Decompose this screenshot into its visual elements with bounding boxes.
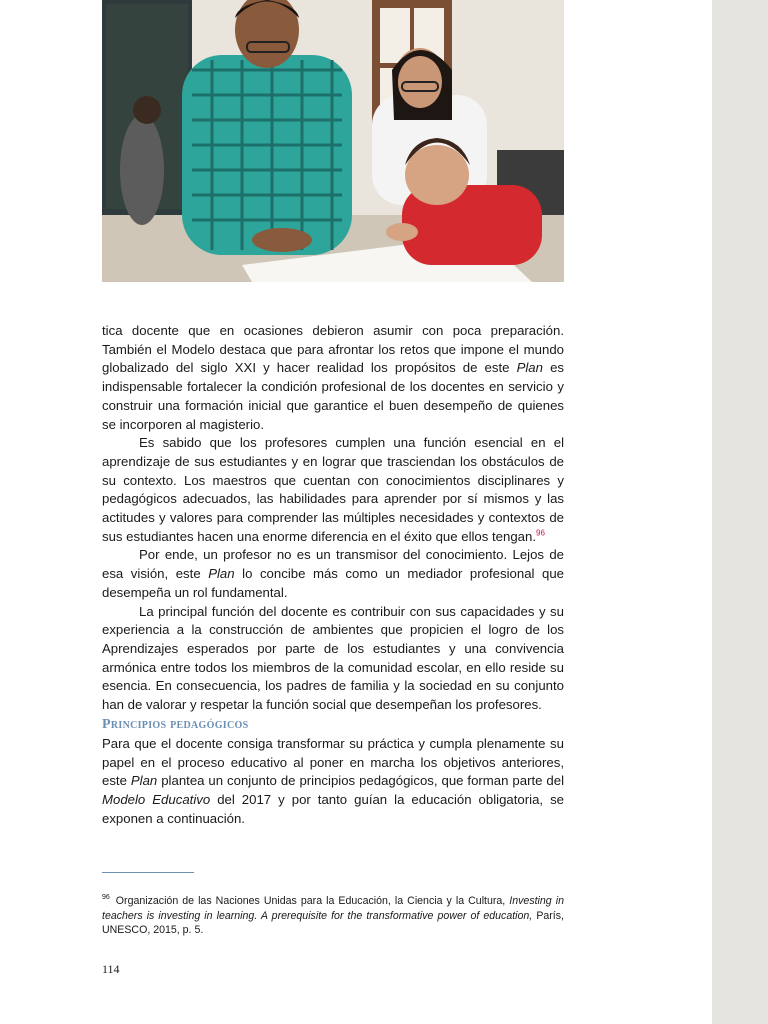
classroom-photo — [102, 0, 564, 282]
page-number: 114 — [102, 962, 120, 976]
paragraph-1-text-end: es indispensable fortalecer la condición profesional de los docentes en servicio y construir una formación inicial que garantice el buen desempeño de quienes se incorporen al magisterio. — [102, 360, 564, 432]
section-paragraph-1 — [102, 735, 564, 829]
classroom-photo-illustration — [102, 0, 564, 282]
paragraph-1 — [102, 322, 564, 434]
section-heading: Principios pedagógicos — [102, 717, 249, 732]
section-paragraph-text-end: del 2017 y por tanto guían la educación obligatoria, se exponen a continuación. — [102, 792, 565, 826]
paragraph-2-text: Es sabido que los profesores cumplen una función esencial en el aprendizaje de sus estudiantes y en lograr que trasciendan los obstáculos de su contexto. Los maestros que cuentan con conocimientos disciplinares y pedagógicos adecuados, las habilidades para aprender por sí mismos y las actitudes y valores para comprender las múltiples necesidades y contextos de sus estudiantes hacen una enorme diferencia en el éxito que ellos tengan. — [102, 435, 564, 544]
paragraph-1-text: tica docente que en ocasiones debieron asumir con poca preparación. También el Modelo destaca que para afrontar los retos que impone el mundo globalizado del siglo XXI y hacer realidad los propósitos de este — [102, 323, 564, 376]
paragraph-3-emphasis: Plan — [208, 566, 235, 582]
footnote-divider — [102, 872, 194, 873]
paragraph-3 — [102, 546, 564, 602]
paragraph-4: La principal función del docente es contribuir con sus capacidades y su experiencia a la construcción de ambientes que propicien el logro de los Aprendizajes esperados por parte de los estudiantes y una convivencia armónica entre todos los miembros de la comunidad escolar, en ello reside su esencia. En consecuencia, los padres de familia y la sociedad en su conjunto han de valorar y respetar la función social que desempeñan los profesores. — [102, 603, 564, 713]
section-paragraph-emphasis-1: Plan — [130, 773, 158, 789]
section-paragraph-text: Para que el docente consiga transformar su práctica y cumpla plenamente su papel en el proceso educativo al poner en marcha los objetivos anteriores, este — [102, 736, 564, 789]
footnote-mark: 96 — [102, 894, 110, 902]
paragraph-2 — [102, 434, 564, 546]
footnote-text-end: París, UNESCO, 2015, p. 5. — [102, 909, 564, 937]
paragraph-3-text: Por ende, un profesor no es un transmisor del conocimiento. Lejos de esa visión, este — [102, 547, 564, 582]
footnote — [102, 894, 564, 938]
footnote-title: Investing in teachers is investing in learning. A prerequisite for the transformative power of education, — [102, 895, 564, 922]
paragraph-3-text-end: lo concibe más como un mediador profesional que desempeña un rol fundamental. — [102, 566, 564, 600]
page-margin-band — [712, 0, 768, 1024]
footnote-reference[interactable]: 96 — [536, 528, 545, 538]
paragraph-1-emphasis: Plan — [516, 360, 543, 376]
section-paragraph-emphasis-2: Modelo Educativo — [102, 792, 211, 808]
section-paragraph-text-mid: plantea un conjunto de principios pedagógicos, que forman parte del — [157, 773, 565, 789]
section-body-text — [102, 735, 564, 829]
body-text — [102, 322, 564, 715]
footnote-text: Organización de las Naciones Unidas para la Educación, la Ciencia y la Cultura, — [115, 895, 510, 907]
